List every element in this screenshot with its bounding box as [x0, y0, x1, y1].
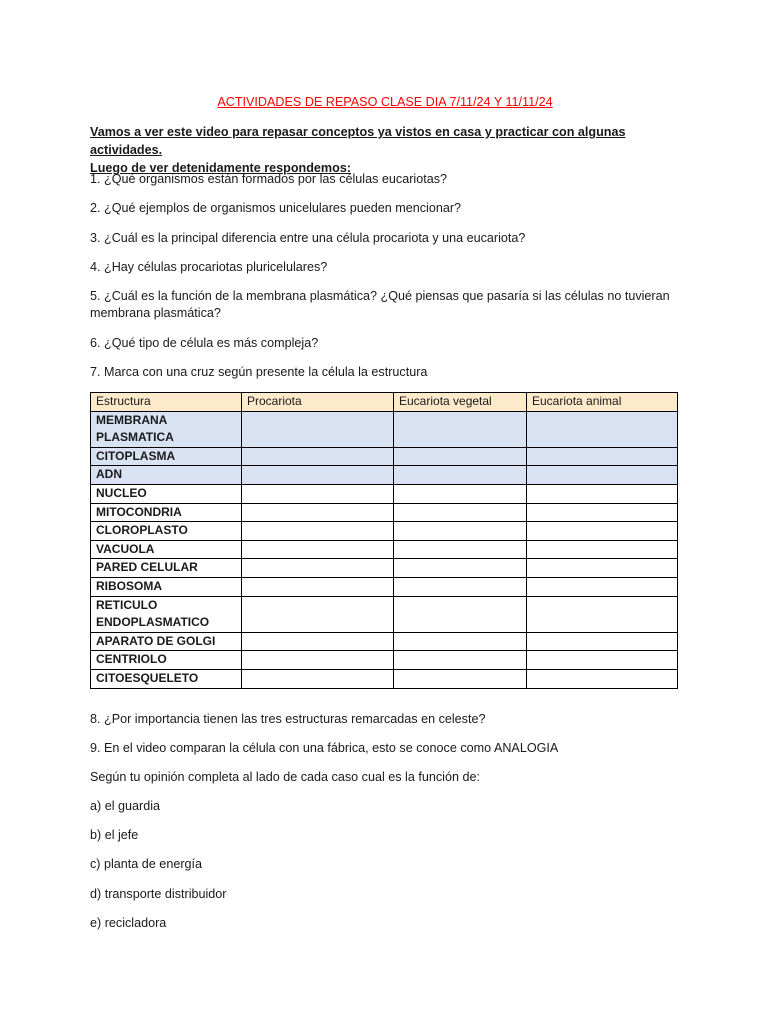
- analogy-d: d) transporte distribuidor: [90, 887, 227, 901]
- check-cell-vegetal[interactable]: [394, 540, 527, 559]
- question-3: 3. ¿Cuál es la principal diferencia entre una célula procariota y una eucariota?: [90, 231, 526, 245]
- check-cell-animal[interactable]: [527, 484, 678, 503]
- table-row: [91, 484, 678, 503]
- structure-name: APARATO DE GOLGI: [91, 632, 242, 651]
- structure-name: RIBOSOMA: [91, 577, 242, 596]
- check-cell-procariota[interactable]: [242, 540, 394, 559]
- table-row: [91, 669, 678, 688]
- structure-name: VACUOLA: [91, 540, 242, 559]
- check-cell-vegetal[interactable]: [394, 411, 527, 447]
- structure-name: CLOROPLASTO: [91, 522, 242, 541]
- check-cell-animal[interactable]: [527, 632, 678, 651]
- intro-line-1: Vamos a ver este video para repasar conceptos ya vistos en casa y practicar con algunas actividades.: [90, 125, 626, 157]
- structure-name: PARED CELULAR: [91, 559, 242, 578]
- check-cell-procariota[interactable]: [242, 559, 394, 578]
- structure-name: RETICULO ENDOPLASMATICO: [91, 596, 242, 632]
- check-cell-vegetal[interactable]: [394, 596, 527, 632]
- check-cell-animal[interactable]: [527, 447, 678, 466]
- table-row: [91, 577, 678, 596]
- check-cell-animal[interactable]: [527, 596, 678, 632]
- check-cell-procariota[interactable]: [242, 503, 394, 522]
- table-row: [91, 522, 678, 541]
- table-row: [91, 447, 678, 466]
- table-row: [91, 632, 678, 651]
- table-row: [91, 466, 678, 485]
- check-cell-vegetal[interactable]: [394, 503, 527, 522]
- table-row: [91, 411, 678, 447]
- check-cell-animal[interactable]: [527, 466, 678, 485]
- check-cell-animal[interactable]: [527, 522, 678, 541]
- header-procariota: Procariota: [242, 393, 394, 412]
- check-cell-animal[interactable]: [527, 651, 678, 670]
- question-2: 2. ¿Qué ejemplos de organismos unicelulares pueden mencionar?: [90, 201, 462, 215]
- check-cell-vegetal[interactable]: [394, 447, 527, 466]
- question-5: [90, 288, 680, 322]
- page-title: ACTIVIDADES DE REPASO CLASE DIA 7/11/24 Y 11/11/24: [217, 95, 553, 109]
- check-cell-vegetal[interactable]: [394, 484, 527, 503]
- question-5-line-1: 5. ¿Cuál es la función de la membrana plasmática? ¿Qué piensas que pasaría si las células no tuvieran: [90, 289, 670, 303]
- header-eucariota-animal: Eucariota animal: [527, 393, 678, 412]
- check-cell-vegetal[interactable]: [394, 466, 527, 485]
- question-9: 9. En el video comparan la célula con una fábrica, esto se conoce como ANALOGIA: [90, 741, 559, 755]
- header-eucariota-vegetal: Eucariota vegetal: [394, 393, 527, 412]
- check-cell-procariota[interactable]: [242, 669, 394, 688]
- question-1: 1. ¿Qué organismos están formados por las células eucariotas?: [90, 172, 448, 186]
- check-cell-vegetal[interactable]: [394, 522, 527, 541]
- check-cell-procariota[interactable]: [242, 466, 394, 485]
- check-cell-vegetal[interactable]: [394, 651, 527, 670]
- table-row: [91, 559, 678, 578]
- question-9-instruction: Según tu opinión completa al lado de cada caso cual es la función de:: [90, 770, 480, 784]
- check-cell-animal[interactable]: [527, 503, 678, 522]
- check-cell-vegetal[interactable]: [394, 669, 527, 688]
- structure-name: CITOESQUELETO: [91, 669, 242, 688]
- check-cell-vegetal[interactable]: [394, 559, 527, 578]
- question-4: 4. ¿Hay células procariotas pluricelulares?: [90, 260, 328, 274]
- structure-name: MITOCONDRIA: [91, 503, 242, 522]
- structure-name: CENTRIOLO: [91, 651, 242, 670]
- table-row: [91, 651, 678, 670]
- check-cell-vegetal[interactable]: [394, 577, 527, 596]
- question-8: 8. ¿Por importancia tienen las tres estructuras remarcadas en celeste?: [90, 712, 486, 726]
- table-header-row: [91, 393, 678, 412]
- analogy-b: b) el jefe: [90, 828, 139, 842]
- table-row: [91, 596, 678, 632]
- check-cell-animal[interactable]: [527, 411, 678, 447]
- check-cell-procariota[interactable]: [242, 447, 394, 466]
- intro-line-2: Luego de ver detenidamente respondemos:: [90, 161, 352, 175]
- question-7: 7. Marca con una cruz según presente la célula la estructura: [90, 365, 428, 379]
- table-row: [91, 540, 678, 559]
- structure-name: MEMBRANA PLASMATICA: [91, 411, 242, 447]
- check-cell-vegetal[interactable]: [394, 632, 527, 651]
- question-6: 6. ¿Qué tipo de célula es más compleja?: [90, 336, 319, 350]
- analogy-e: e) recicladora: [90, 916, 167, 930]
- structure-table: [90, 392, 678, 689]
- analogy-a: a) el guardia: [90, 799, 161, 813]
- check-cell-procariota[interactable]: [242, 577, 394, 596]
- check-cell-procariota[interactable]: [242, 651, 394, 670]
- check-cell-animal[interactable]: [527, 540, 678, 559]
- check-cell-procariota[interactable]: [242, 596, 394, 632]
- check-cell-animal[interactable]: [527, 577, 678, 596]
- structure-name: ADN: [91, 466, 242, 485]
- table-row: [91, 503, 678, 522]
- header-estructura: Estructura: [91, 393, 242, 412]
- structure-name: CITOPLASMA: [91, 447, 242, 466]
- check-cell-animal[interactable]: [527, 559, 678, 578]
- check-cell-procariota[interactable]: [242, 632, 394, 651]
- question-5-line-2: membrana plasmática?: [90, 306, 221, 320]
- check-cell-procariota[interactable]: [242, 522, 394, 541]
- structure-name: NUCLEO: [91, 484, 242, 503]
- check-cell-procariota[interactable]: [242, 411, 394, 447]
- check-cell-procariota[interactable]: [242, 484, 394, 503]
- intro-text: [90, 123, 690, 177]
- analogy-c: c) planta de energía: [90, 857, 203, 871]
- check-cell-animal[interactable]: [527, 669, 678, 688]
